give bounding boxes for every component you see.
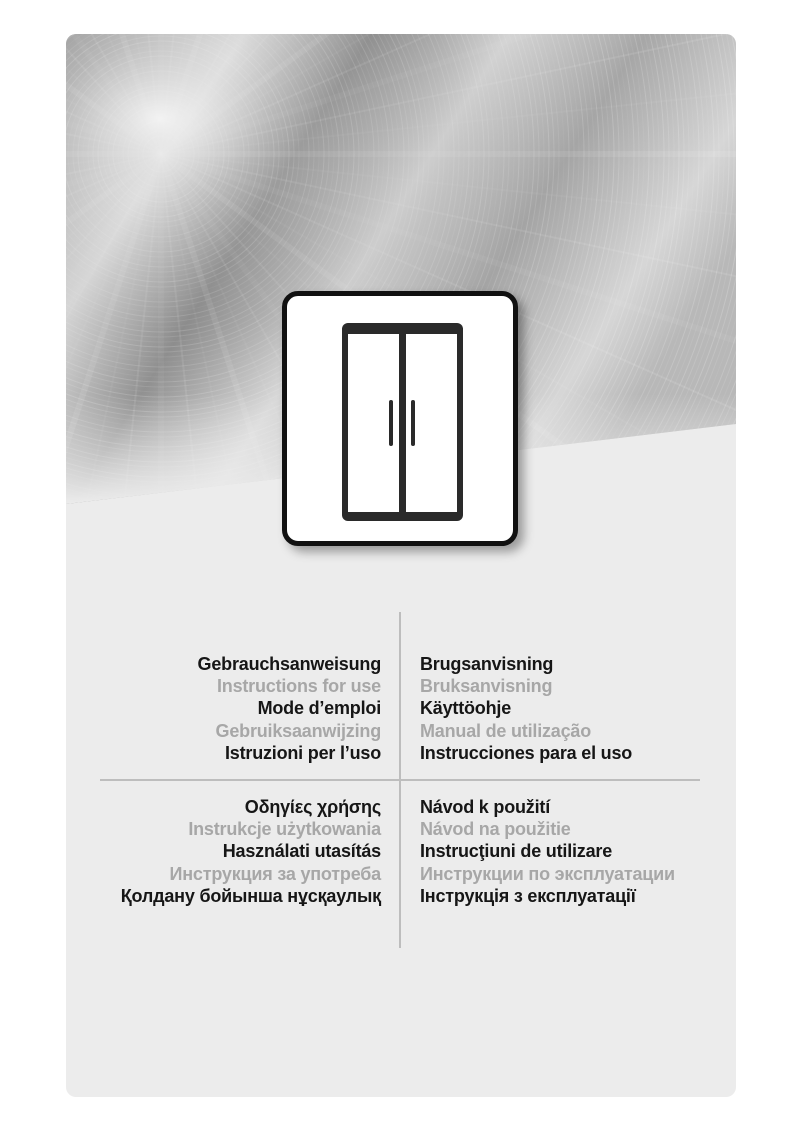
titles-group2-left (121, 796, 381, 907)
title-nl: Gebruiksaanwijzing (215, 720, 381, 741)
title-es: Instrucciones para el uso (420, 742, 633, 763)
title-en: Instructions for use (216, 676, 381, 697)
title-bg: Инструкция за употреба (169, 863, 381, 884)
title-ro: Instrucţiuni de utilizare (420, 841, 613, 862)
title-uk: Інструкція з експлуатації (420, 885, 636, 906)
title-sk: Návod na použitie (420, 819, 571, 840)
title-pl: Instrukcje użytkowania (188, 819, 381, 840)
title-de: Gebrauchsanweisung (197, 654, 381, 674)
title-kk: Қолдану бойынша нұсқаулық (120, 885, 381, 906)
title-fi: Käyttöohje (420, 698, 512, 719)
title-no: Bruksanvisning (420, 676, 553, 697)
title-it: Istruzioni per l’uso (224, 742, 381, 763)
title-cs: Návod k použití (420, 797, 551, 817)
cover-page (66, 34, 736, 1097)
titles-group2-right (420, 796, 675, 907)
title-ru: Инструкции по эксплуатации (420, 863, 675, 884)
fridge-icon-frame (282, 291, 518, 546)
title-hu: Használati utasítás (222, 841, 381, 862)
horizontal-divider (100, 779, 700, 781)
titles-group1-right (420, 653, 632, 764)
title-fr: Mode d’emploi (257, 698, 381, 719)
title-el: Οδηγίες χρήσης (244, 797, 381, 817)
titles-group1-left (198, 653, 381, 764)
side-by-side-fridge-icon (287, 296, 513, 541)
title-pt: Manual de utilização (420, 720, 592, 741)
title-da: Brugsanvisning (420, 654, 554, 674)
